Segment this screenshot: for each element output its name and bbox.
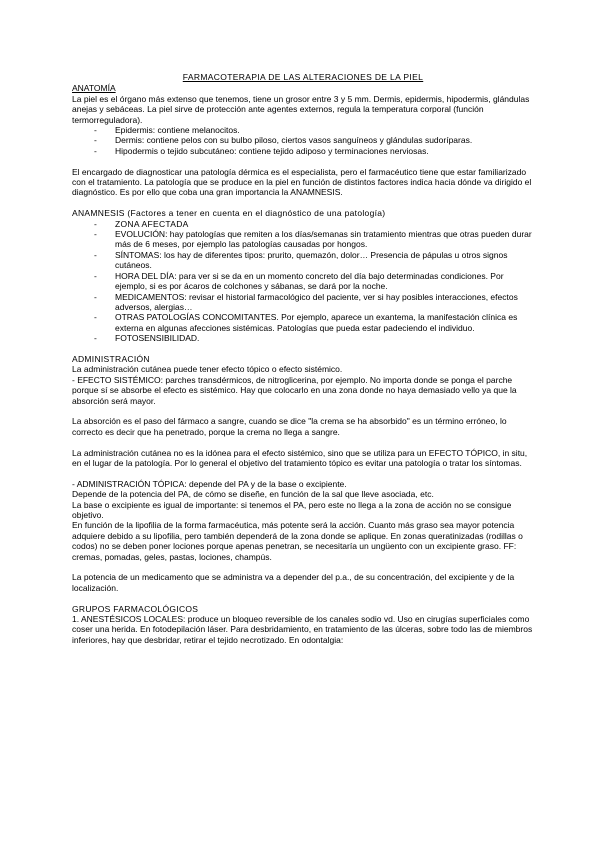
administracion-paragraph: Depende de la potencia del PA, de cómo se diseñe, en función de la sal que lleve asociada, etc.	[72, 489, 434, 500]
administracion-paragraph: - EFECTO SISTÉMICO: parches transdérmicos, de nitroglicerina, por ejemplo. No importa donde se ponga el parche porque sí se absorbe el efecto es sistémico. Hay que colocarlo en una zona donde no haya demasiado vello ya que la absorción será mayor.	[72, 374, 517, 406]
list-item: - EVOLUCIÓN: hay patologías que remiten a los días/semanas sin tratamiento mientras que otras pueden durar más de 6 meses, por ejemplo las patologías causadas por hongos.	[94, 229, 534, 250]
list-item: - HORA DEL DÍA: para ver si se da en un momento concreto del día bajo determinadas condiciones. Por ejemplo, si es por ácaros de colchones y sábanas, se dará por la noche.	[94, 271, 534, 292]
list-item: - MEDICAMENTOS: revisar el historial farmacológico del paciente, ver si hay posibles interacciones, efectos adversos, alergias…	[94, 292, 534, 313]
administracion-paragraph: - ADMINISTRACIÓN TÓPICA: depende del PA y de la base o excipiente.	[72, 478, 347, 489]
administracion-paragraph: La absorción es el paso del fármaco a sangre, cuando se dice "la crema se ha absorbido" es un término erróneo, lo correcto es decir que ha penetrado, porque la crema no llega a sangre.	[72, 416, 507, 437]
administracion-paragraph: La potencia de un medicamento que se administra va a depender del p.a., de su concentración, del excipiente y de la localización.	[72, 572, 515, 593]
anatomia-list	[72, 125, 534, 156]
anatomia-intro: La piel es el órgano más extenso que tenemos, tiene un grosor entre 3 y 5 mm. Dermis, epidermis, hipodermis, glándulas anejas y sebáceas. La piel sirve de protección ante agentes externos, regula la temperatura corporal (función termorreguladora).	[72, 93, 530, 125]
administracion-heading: ADMINISTRACIÓN	[72, 353, 150, 364]
document-title: FARMACOTERAPIA DE LAS ALTERACIONES DE LA PIEL	[182, 72, 424, 82]
administracion-paragraph: La administración cutánea puede tener efecto tópico o efecto sistémico.	[72, 364, 343, 375]
anamnesis-list	[72, 219, 534, 344]
list-item: - FOTOSENSIBILIDAD.	[94, 333, 534, 343]
list-item: - Epidermis: contiene melanocitos.	[94, 125, 534, 135]
anatomia-heading: ANATOMÍA	[72, 83, 116, 94]
list-item: - OTRAS PATOLOGÍAS CONCOMITANTES. Por ejemplo, aparece un exantema, la manifestación clínica es externa en algunas afecciones sistémicas. Patologías que pueda estar padeciendo el individuo.	[94, 312, 534, 333]
grupos-heading: GRUPOS FARMACOLÓGICOS	[72, 603, 199, 614]
list-item: - SÍNTOMAS: los hay de diferentes tipos: prurito, quemazón, dolor… Presencia de pápulas u otros signos cutáneos.	[94, 250, 534, 271]
administracion-paragraph: La base o excipiente es igual de importante: si tenemos el PA, pero este no llega a la zona de acción no se consigue objetivo.	[72, 499, 512, 520]
list-item: - Dermis: contiene pelos con su bulbo piloso, ciertos vasos sanguíneos y glándulas sudoríparas.	[94, 135, 534, 145]
anamnesis-heading: ANAMNESIS (Factores a tener en cuenta en el diagnóstico de una patología)	[72, 208, 386, 219]
diagnostico-paragraph: El encargado de diagnosticar una patología dérmica es el especialista, pero el farmacéutico tiene que estar familiarizado con el tratamiento. La patología que se produce en la piel en función de distintos factores indica hacia dónde va dirigido el diagnóstico. Es por ello que coba una gran importancia la ANAMNESIS.	[72, 166, 532, 198]
administracion-paragraph: En función de la lipofilia de la forma farmacéutica, más potente será la acción. Cuanto más graso sea mayor potencia adquiere debido a su lipofilia, pero también dependerá de la zona donde se aplique. En zonas queratinizadas (rodillas o codos) no se deben poner lociones porque apenas penetran, se necesitaría un ungüento con un excipiente graso. FF: cremas, pomadas, geles, pastas, lociones, champús.	[72, 520, 523, 562]
list-item: - ZONA AFECTADA	[94, 219, 534, 229]
list-item: - Hipodermis o tejido subcutáneo: contiene tejido adiposo y terminaciones nerviosas.	[94, 146, 534, 156]
grupos-paragraph: 1. ANESTÉSICOS LOCALES: produce un bloqueo reversible de los canales sodio vd. Uso en cirugías superficiales como coser una herida. En fotodepilación láser. Para desbridamiento, en tratamiento de las úlceras, sobre todo las de miembros inferiores, hay que desbridar, retirar el tejido necrotizado. En odontalgia:	[72, 614, 533, 645]
administracion-paragraph: La administración cutánea no es la idónea para el efecto sistémico, sino que se utiliza para un EFECTO TÓPICO, in situ, en el lugar de la patología. Por lo general el objetivo del tratamiento tópico es evitar una patología o tratar los síntomas.	[72, 447, 528, 468]
